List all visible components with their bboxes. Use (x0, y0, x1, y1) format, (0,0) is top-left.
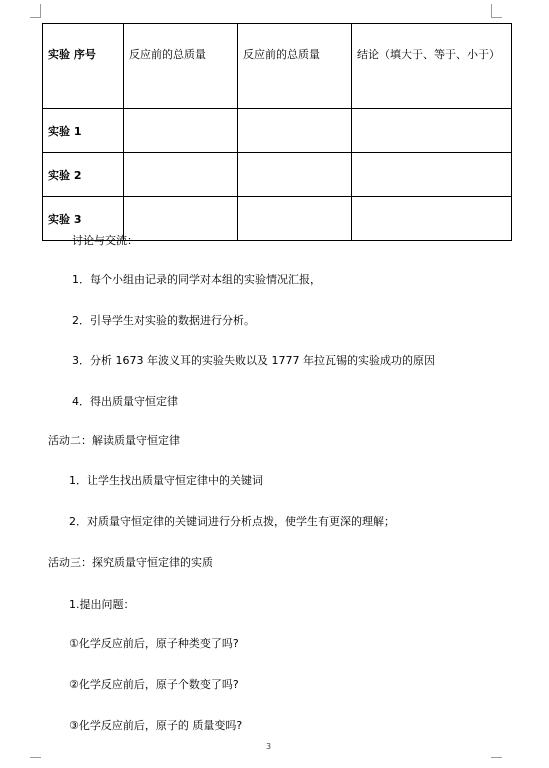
table-cell (124, 197, 238, 241)
question-item: ③化学反应前后，原子的 质量变吗? (69, 719, 243, 732)
table-cell (352, 197, 512, 241)
table-cell: 实验 2 (43, 153, 124, 197)
crop-mark (491, 4, 492, 18)
table-cell (124, 109, 238, 153)
list-item: 1.提出问题： (69, 598, 135, 611)
list-item: 1．每个小组由记录的同学对本组的实验情况汇报， (72, 273, 321, 286)
crop-mark (491, 17, 502, 18)
section-heading: 活动二：解读质量守恒定律 (48, 434, 180, 447)
list-item: 1．让学生找出质量守恒定律中的关键词 (69, 474, 263, 487)
list-item: 2．对质量守恒定律的关键词进行分析点拨，使学生有更深的理解； (69, 515, 395, 528)
table-cell: 实验 3 (43, 197, 124, 241)
list-item: 4．得出质量守恒定律 (72, 395, 178, 408)
question-item: ①化学反应前后，原子种类变了吗? (69, 637, 239, 650)
crop-mark (30, 757, 41, 758)
table-header-row (43, 24, 512, 109)
table-row (43, 109, 512, 153)
table-cell (352, 153, 512, 197)
table-header-cell: 反应前的总质量 (124, 24, 238, 109)
table-cell (124, 153, 238, 197)
list-item: 2．引导学生对实验的数据进行分析。 (72, 314, 255, 327)
page-number: 3 (266, 742, 272, 751)
section-heading: 活动三：探究质量守恒定律的实质 (48, 556, 213, 569)
list-item: 3．分析 1673 年波义耳的实验失败以及 1777 年拉瓦锡的实验成功的原因 (72, 354, 435, 367)
table-header-cell: 反应前的总质量 (238, 24, 352, 109)
table-cell (238, 153, 352, 197)
table-cell: 实验 1 (43, 109, 124, 153)
table-row (43, 153, 512, 197)
discussion-heading: 讨论与交流： (72, 234, 138, 247)
table-cell (238, 109, 352, 153)
experiment-table (42, 23, 512, 241)
crop-mark (30, 17, 41, 18)
table-header-cell: 实验 序号 (43, 24, 124, 109)
table-cell (352, 109, 512, 153)
question-item: ②化学反应前后，原子个数变了吗? (69, 678, 239, 691)
table-cell (238, 197, 352, 241)
table-header-cell: 结论（填大于、等于、小于） (352, 24, 512, 109)
crop-mark (491, 757, 502, 758)
crop-mark (40, 4, 41, 18)
